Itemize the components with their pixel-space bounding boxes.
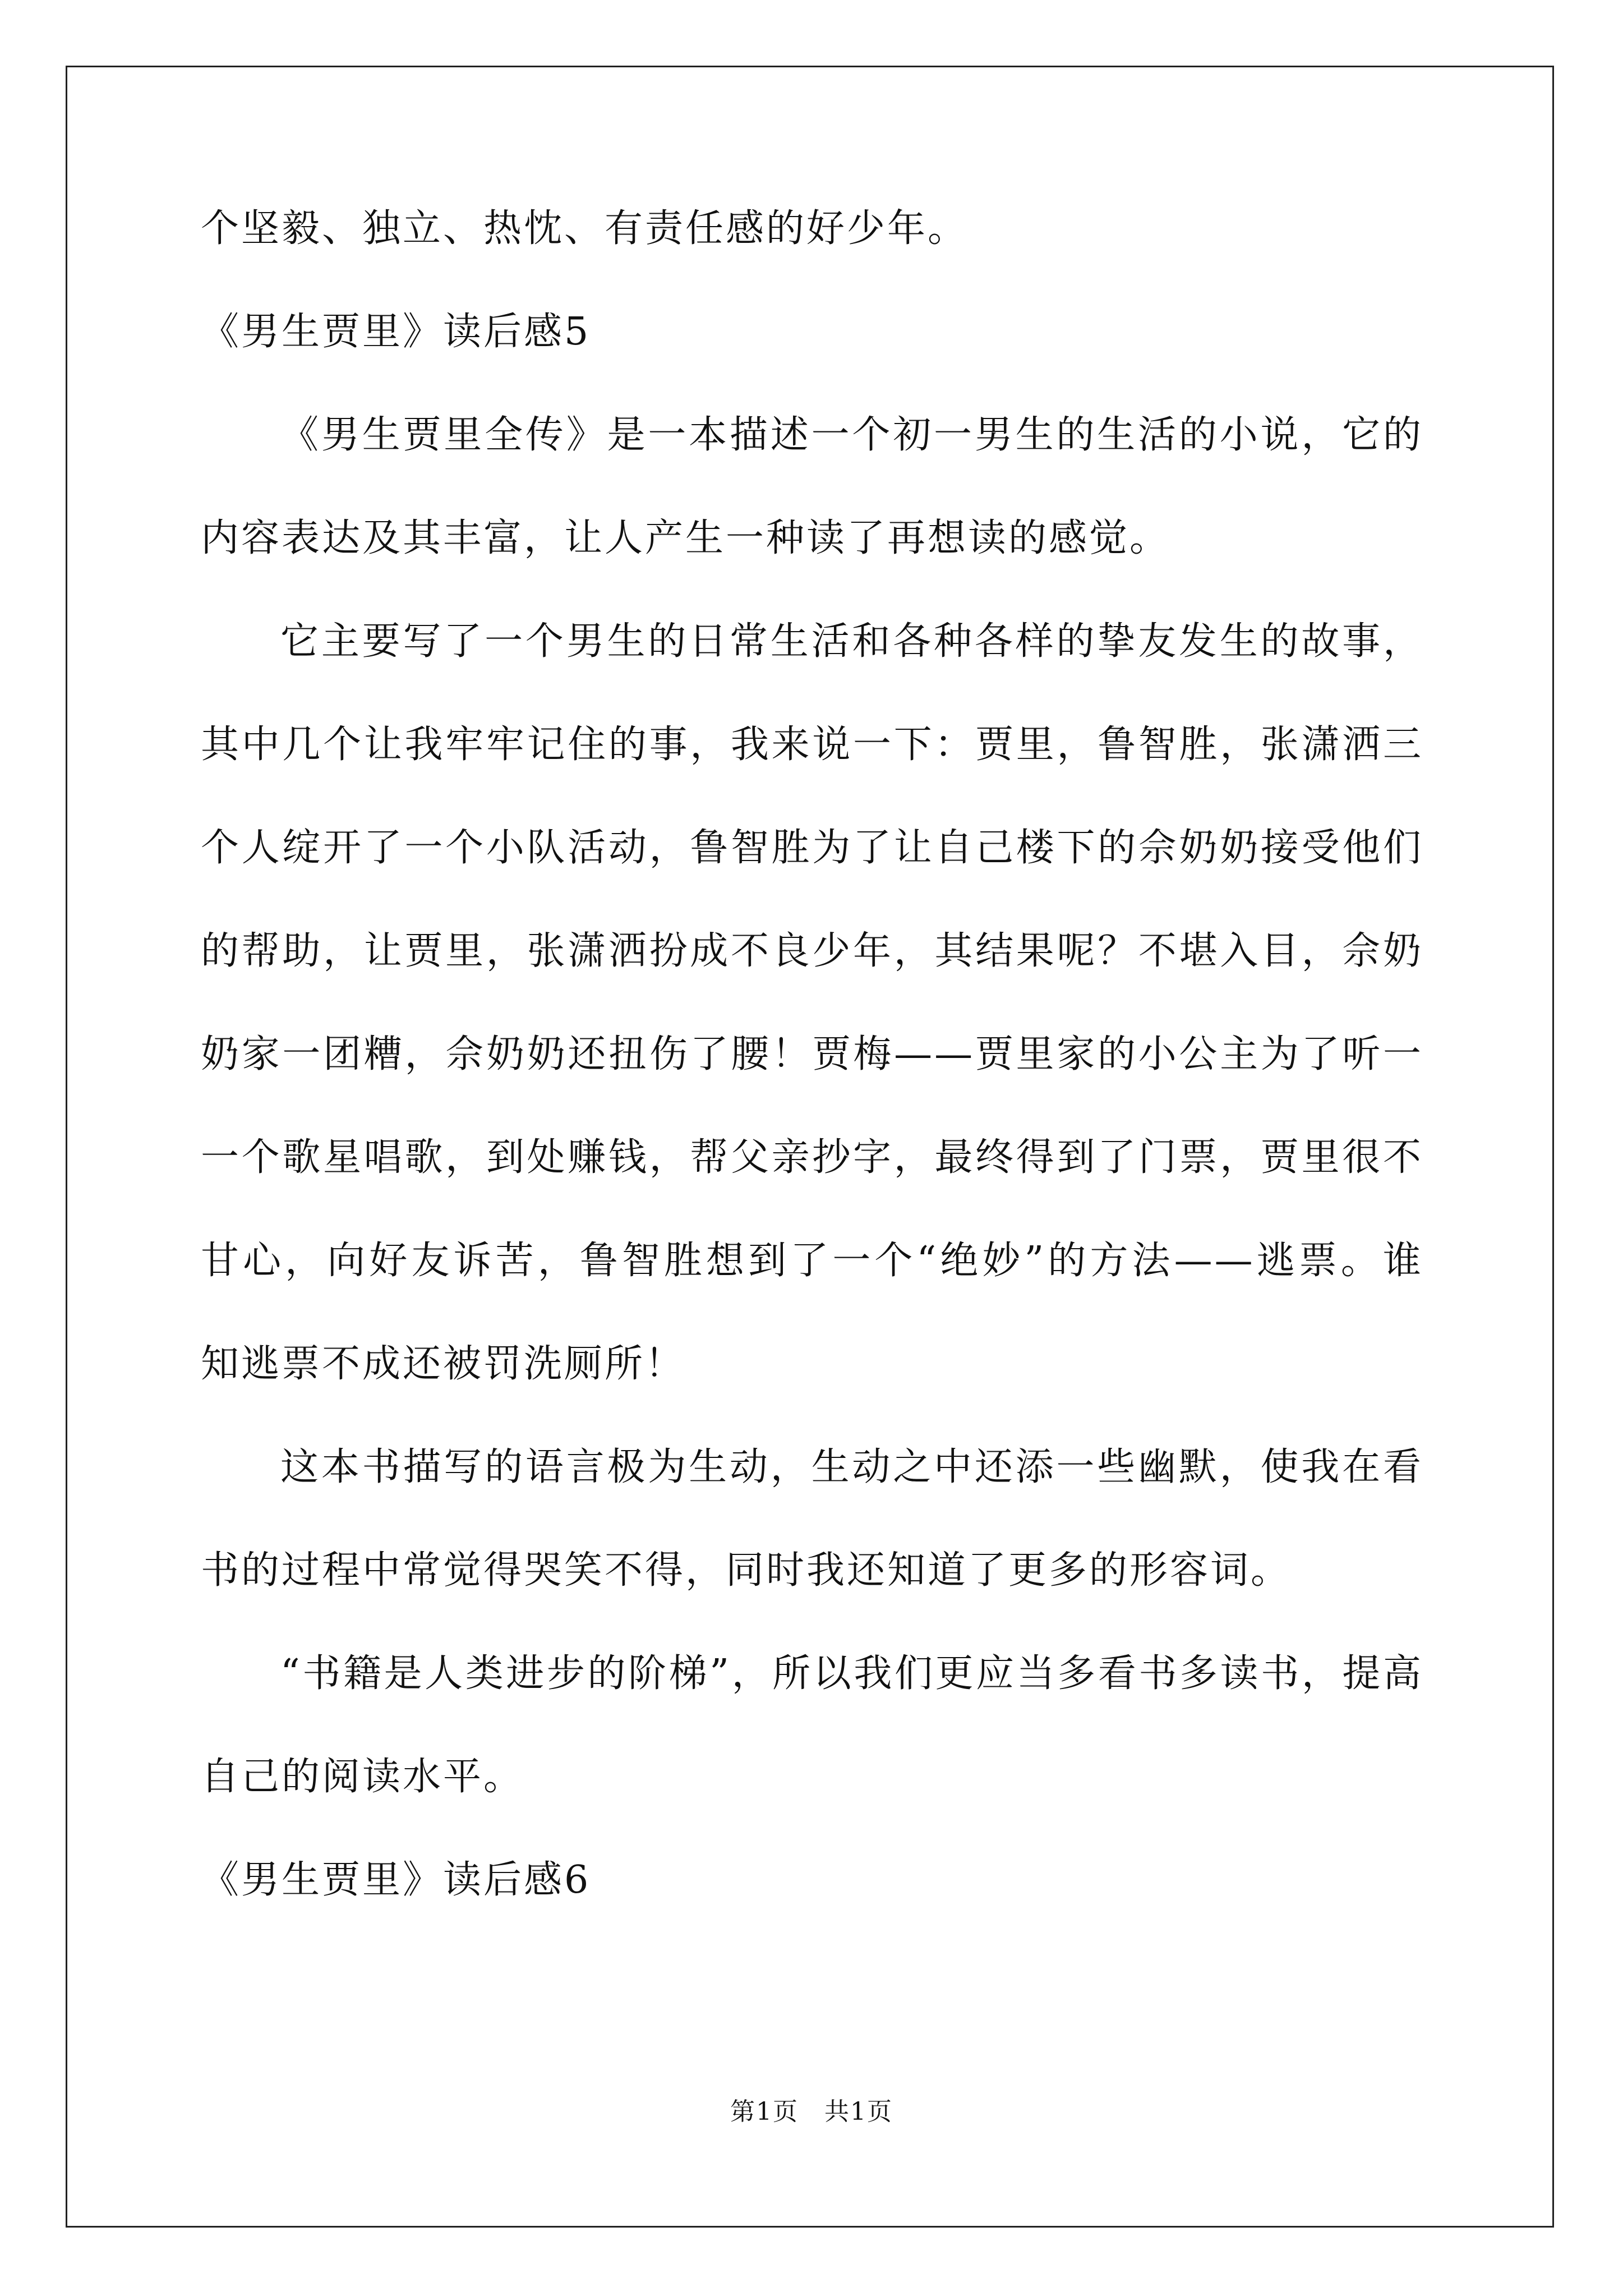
text-line: 一个歌星唱歌，到处赚钱，帮父亲抄字，最终得到了门票，贾里很不	[201, 1135, 1423, 1180]
text-line: 书的过程中常觉得哭笑不得，同时我还知道了更多的形容词。	[201, 1548, 1292, 1593]
text-line: “书籍是人类进步的阶梯”，所以我们更应当多看书多读书，提高	[280, 1651, 1423, 1696]
section-heading: 《男生贾里》读后感6	[201, 1858, 591, 1902]
text-line: 知逃票不成还被罚洗厕所！	[201, 1342, 686, 1386]
text-line: 自己的阅读水平。	[201, 1755, 524, 1799]
text-line: 这本书描写的语言极为生动，生动之中还添一些幽默，使我在看	[280, 1445, 1423, 1489]
text-line: 甘心，向好友诉苦，鲁智胜想到了一个“绝妙”的方法——逃票。谁	[201, 1239, 1423, 1283]
text-line: 其中几个让我牢牢记住的事，我来说一下：贾里，鲁智胜，张潇洒三	[201, 723, 1423, 767]
text-line: 内容表达及其丰富，让人产生一种读了再想读的感觉。	[201, 516, 1170, 560]
page-number: 第1页 共1页	[730, 2097, 893, 2126]
text-line: 奶家一团糟，佘奶奶还扭伤了腰！贾梅——贾里家的小公主为了听一	[201, 1032, 1423, 1076]
section-heading: 《男生贾里》读后感5	[201, 310, 591, 354]
text-line: 的帮助，让贾里，张潇洒扮成不良少年，其结果呢？不堪入目，佘奶	[201, 929, 1423, 973]
text-line: 《男生贾里全传》是一本描述一个初一男生的生活的小说，它的	[280, 413, 1423, 457]
text-line: 个坚毅、独立、热忱、有责任感的好少年。	[201, 206, 969, 251]
text-line: 它主要写了一个男生的日常生活和各种各样的挚友发生的故事，	[280, 619, 1423, 664]
text-line: 个人绽开了一个小队活动，鲁智胜为了让自己楼下的佘奶奶接受他们	[201, 826, 1423, 870]
